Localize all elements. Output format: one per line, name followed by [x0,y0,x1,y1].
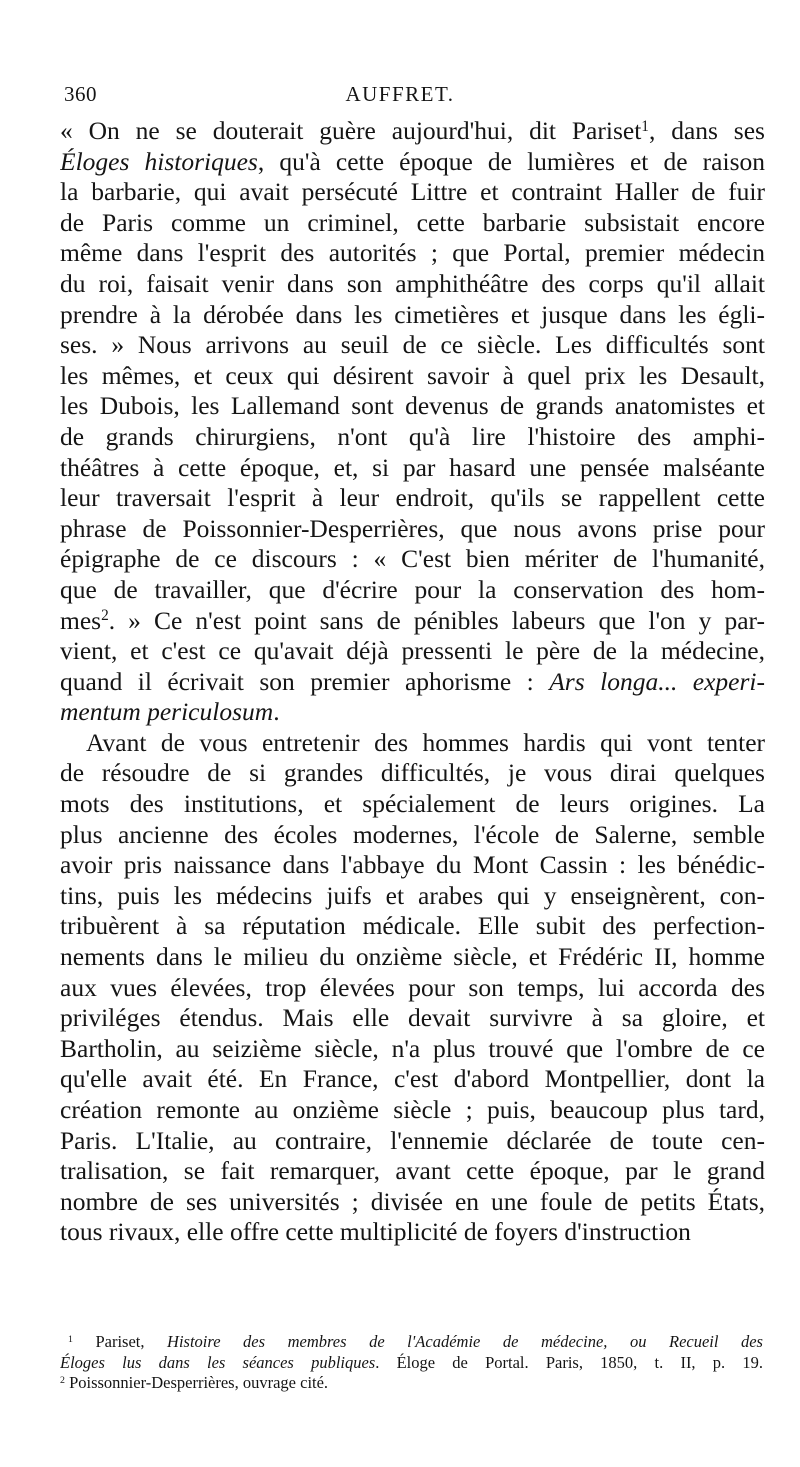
text-line: mes$^2$. » Ce n'est point sans de pénibles labeurs que l'on y par- [60,605,765,635]
text-line: quand il écrivait son premier aphorisme : Ars longa... experi- [60,666,765,696]
footnote-line: $^2$ Poissonnier-Desperrières, ouvrage cité. [60,1373,329,1392]
text-line: même dans l'esprit des autorités ; que Portal, premier médecin [60,238,765,268]
text-line: mentum periculosum. [60,697,280,727]
text-line: tins, puis les médecins juifs et arabes qui y enseignèrent, con- [60,880,765,910]
text-line: de résoudre de si grandes difficultés, je vous dirai quelques [60,758,765,788]
footnotes [60,1332,763,1394]
text-line: nombre de ses universités ; divisée en une foule de petits États, [60,1186,765,1216]
text-line: la barbarie, qui avait persécuté Littre et contraint Haller de fuir [60,177,765,207]
text-line: épigraphe de ce discours : « C'est bien mériter de l'humanité, [60,544,765,574]
footnote-line: $^1$ Pariset, Histoire des membres de l'Académie de médecine, ou Recueil des [68,1332,763,1351]
running-head: AUFFRET. [345,82,455,106]
body-text [60,116,765,1248]
text-line: Éloges historiques, qu'à cette époque de lumières et de raison [60,146,765,176]
text-line: que de travailler, que d'écrire pour la conservation des hom- [60,574,765,604]
text-line: tous rivaux, elle offre cette multiplicité de foyers d'instruction [60,1217,691,1247]
text-line: nements dans le milieu du onzième siècle, et Frédéric II, homme [60,942,765,972]
text-line: de grands chirurgiens, n'ont qu'à lire l'histoire des amphi- [60,421,765,451]
text-line: mots des institutions, et spécialement de leurs origines. La [60,789,765,819]
text-line: du roi, faisait venir dans son amphithéâtre des corps qu'il allait [60,268,765,298]
text-line: tribuèrent à sa réputation médicale. Elle subit des perfection- [60,911,765,941]
text-line: tralisation, se fait remarquer, avant cette époque, par le grand [60,1156,765,1186]
text-line: théâtres à cette époque, et, si par hasard une pensée malséante [60,452,765,482]
text-line: plus ancienne des écoles modernes, l'école de Salerne, semble [60,819,765,849]
footnote-line: Éloges lus dans les séances publiques. Éloge de Portal. Paris, 1850, t. II, p. 19. [60,1352,763,1372]
text-line: les Dubois, les Lallemand sont devenus de grands anatomistes et [60,391,765,421]
text-line: qu'elle avait été. En France, c'est d'abord Montpellier, dont la [60,1064,765,1094]
text-line: prendre à la dérobée dans les cimetières et jusque dans les égli- [60,299,765,329]
text-line: priviléges étendus. Mais elle devait survivre à sa gloire, et [60,1003,765,1033]
text-line: leur traversait l'esprit à leur endroit, qu'ils se rappellent cette [60,483,765,513]
text-line: vient, et c'est ce qu'avait déjà pressenti le père de la médecine, [60,636,765,666]
text-line: création remonte au onzième siècle ; puis, beaucoup plus tard, [60,1095,765,1124]
text-line: aux vues élevées, trop élevées pour son temps, lui accorda des [60,972,765,1002]
text-line: de Paris comme un criminel, cette barbarie subsistait encore [60,207,765,237]
text-line: phrase de Poissonnier-Desperrières, que nous avons prise pour [60,513,765,543]
text-line: « On ne se douterait guère aujourd'hui, dit Pariset$^1$, dans ses [60,116,765,145]
text-line: Avant de vous entretenir des hommes hardis qui vont tenter [86,727,765,757]
page-header [52,82,748,114]
text-line: Bartholin, au seizième siècle, n'a plus trouvé que l'ombre de ce [60,1033,765,1063]
text-line: ses. » Nous arrivons au seuil de ce siècle. Les difficultés sont [60,330,765,360]
text-line: avoir pris naissance dans l'abbaye du Mont Cassin : les bénédic- [60,850,765,880]
page-number: 360 [64,82,97,106]
text-line: Paris. L'Italie, au contraire, l'ennemie déclarée de toute cen- [60,1125,765,1155]
text-line: les mêmes, et ceux qui désirent savoir à quel prix les Desault, [60,360,765,390]
